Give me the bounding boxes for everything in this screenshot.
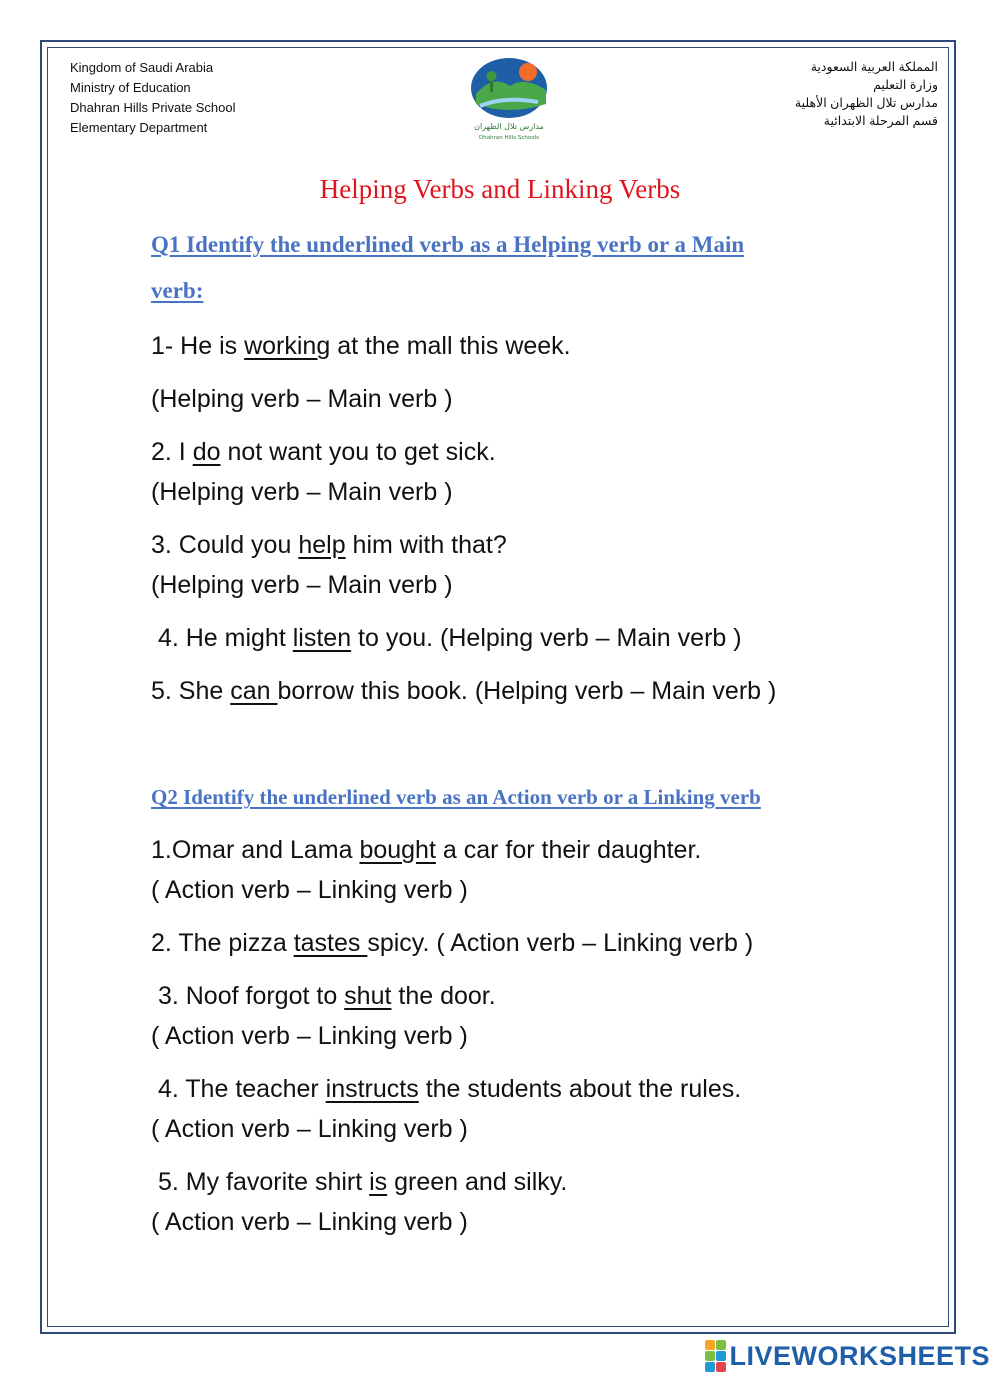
underlined-verb: help: [298, 531, 346, 559]
q1-question-5[interactable]: [151, 677, 776, 706]
underlined-verb: tastes: [293, 929, 368, 957]
question-text: the door.: [391, 982, 496, 1010]
q2-answer-choices-1[interactable]: ( Action verb – Linking verb ): [151, 876, 468, 904]
header-right-line: قسم المرحلة الابتدائية: [823, 114, 938, 128]
underlined-verb: instructs: [325, 1075, 419, 1103]
header-right-line: وزارة التعليم: [873, 78, 938, 92]
q1-answer-choices-1[interactable]: (Helping verb – Main verb ): [151, 385, 453, 413]
header-left: [70, 58, 235, 138]
liveworksheets-brand: [705, 1341, 990, 1371]
underlined-verb: is: [369, 1168, 388, 1196]
question-text: 3. Could you: [151, 531, 299, 559]
question-text: green and silky.: [387, 1168, 568, 1196]
question-text: 1- He is: [151, 332, 245, 360]
q1-heading-line1: Q1 Identify the underlined verb as a Helping verb or a Main: [151, 232, 745, 257]
underlined-verb: shut: [344, 982, 392, 1010]
q2-answer-choices-5[interactable]: ( Action verb – Linking verb ): [151, 1208, 468, 1236]
question-text: at the mall this week.: [330, 332, 571, 360]
header-left-line: Kingdom of Saudi Arabia: [70, 60, 214, 75]
header-right: [795, 58, 938, 130]
q2-question-1: [151, 836, 701, 865]
underlined-verb: bought: [359, 836, 436, 864]
question-text: the students about the rules.: [418, 1075, 742, 1103]
underlined-verb: can: [230, 677, 278, 705]
header-right-line: المملكة العربية السعودية: [810, 60, 938, 74]
q2-question-4: [151, 1075, 741, 1104]
liveworksheets-logo-icon: [705, 1340, 726, 1372]
school-logo: [468, 56, 552, 142]
question-text: 2. I: [151, 438, 193, 466]
question-text: 4. The teacher: [151, 1075, 326, 1103]
brand-name: LIVEWORKSHEETS: [729, 1340, 990, 1371]
q1-answer-choices-2[interactable]: (Helping verb – Main verb ): [151, 478, 453, 506]
question-text: spicy. ( Action verb – Linking verb ): [367, 929, 754, 957]
header-left-line: Elementary Department: [70, 120, 208, 135]
question-text: to you. (Helping verb – Main verb ): [351, 624, 742, 652]
q1-heading-line2: verb:: [151, 278, 204, 303]
underlined-verb: do: [192, 438, 221, 466]
q2-answer-choices-4[interactable]: ( Action verb – Linking verb ): [151, 1115, 468, 1143]
header-right-line: مدارس تلال الظهران الأهلية: [794, 96, 938, 110]
question-text: 3. Noof forgot to: [151, 982, 345, 1010]
question-text: a car for their daughter.: [435, 836, 702, 864]
q1-answer-choices-3[interactable]: (Helping verb – Main verb ): [151, 571, 453, 599]
q2-question-2[interactable]: [151, 929, 753, 958]
question-text: 2. The pizza: [151, 929, 294, 957]
question-text: 5. She: [151, 677, 231, 705]
question-text: 1.Omar and Lama: [151, 836, 360, 864]
question-text: 5. My favorite shirt: [151, 1168, 370, 1196]
question-text: 4. He might: [151, 624, 293, 652]
logo-text-en: Dhahran Hills Schools: [479, 135, 539, 141]
question-text: not want you to get sick.: [220, 438, 496, 466]
underlined-verb: working: [244, 332, 331, 360]
q2-heading: Q2 Identify the underlined verb as an Action verb or a Linking verb: [151, 785, 761, 809]
question-text: borrow this book. (Helping verb – Main verb ): [277, 677, 777, 705]
q1-question-1: [151, 332, 571, 361]
logo-text-ar: مدارس تلال الظهران: [474, 122, 544, 131]
q2-question-5: [151, 1168, 567, 1197]
q1-question-3: [151, 531, 507, 560]
q1-question-2: [151, 438, 496, 467]
q2-question-3: [151, 982, 496, 1011]
header-left-line: Dhahran Hills Private School: [70, 100, 236, 115]
worksheet-title: Helping Verbs and Linking Verbs: [319, 174, 681, 204]
q2-answer-choices-3[interactable]: ( Action verb – Linking verb ): [151, 1022, 468, 1050]
question-text: him with that?: [345, 531, 507, 559]
header-left-line: Ministry of Education: [70, 80, 191, 95]
q1-question-4[interactable]: [151, 624, 742, 653]
underlined-verb: listen: [292, 624, 352, 652]
